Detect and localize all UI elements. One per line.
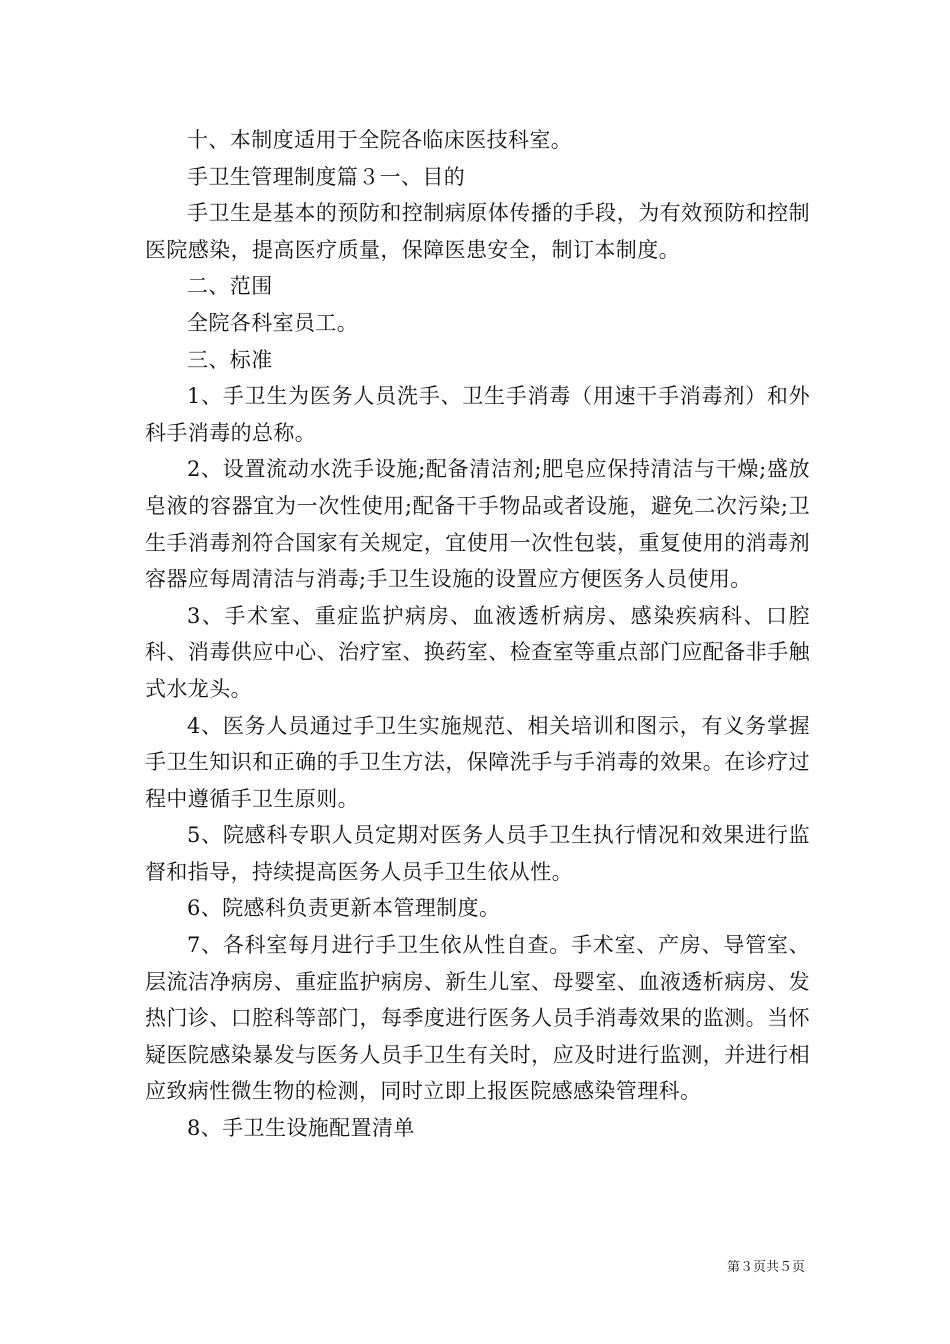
page-number-footer: 第３页共５页 xyxy=(726,1260,805,1275)
document-body xyxy=(145,122,810,1147)
standard-item-2: 2、设置流动水洗手设施;配备清洁剂;肥皂应保持清洁与干燥;盛放皂液的容器宜为一次性使用;配备干手物品或者设施，避免二次污染;卫生手消毒剂符合国家有关规定，宜使用一次性包装，重复使用的消毒剂容器应每周清洁与消毒;手卫生设施的设置应方便医务人员使用。 xyxy=(145,457,810,592)
standard-item-5: 5、院感科专职人员定期对医务人员手卫生执行情况和效果进行监督和指导，持续提高医务人员手卫生依从性。 xyxy=(145,823,810,884)
standard-item-4: 4、医务人员通过手卫生实施规范、相关培训和图示，有义务掌握手卫生知识和正确的手卫生方法，保障洗手与手消毒的效果。在诊疗过程中遵循手卫生原则。 xyxy=(145,713,810,811)
section-heading-purpose: 手卫生管理制度篇３一、目的 xyxy=(187,164,466,189)
standard-item-8: 8、手卫生设施配置清单 xyxy=(187,1116,415,1141)
paragraph-purpose: 手卫生是基本的预防和控制病原体传播的手段，为有效预防和控制医院感染，提高医疗质量，保障医患安全，制订本制度。 xyxy=(145,201,810,262)
standard-item-6: 6、院感科负责更新本管理制度。 xyxy=(187,896,501,921)
standard-item-3: 3、手术室、重症监护病房、血液透析病房、感染疾病科、口腔科、消毒供应中心、治疗室、换药室、检查室等重点部门应配备非手触式水龙头。 xyxy=(145,603,810,701)
standard-item-1: 1、手卫生为医务人员洗手、卫生手消毒（用速干手消毒剂）和外科手消毒的总称。 xyxy=(145,384,810,445)
standard-item-7: 7、各科室每月进行手卫生依从性自查。手术室、产房、导管室、层流洁净病房、重症监护病房、新生儿室、母婴室、血液透析病房、发热门诊、口腔科等部门，每季度进行医务人员手消毒效果的监测。当怀疑医院感染暴发与医务人员手卫生有关时，应及时进行监测，并进行相应致病性微生物的检测，同时立即上报医院感感染管理科。 xyxy=(145,933,810,1104)
paragraph-scope-note: 十、本制度适用于全院各临床医技科室。 xyxy=(187,128,573,152)
section-heading-standards: 三、标准 xyxy=(187,347,273,372)
paragraph-scope: 全院各科室员工。 xyxy=(187,310,359,335)
section-heading-scope: 二、范围 xyxy=(187,274,273,299)
